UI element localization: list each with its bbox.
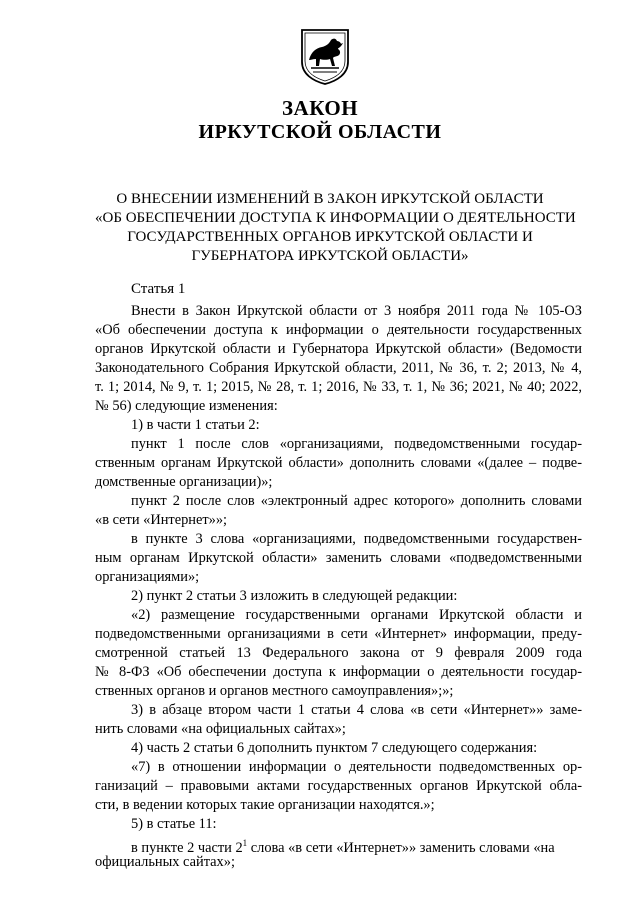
body-line-part: слова «в сети «Интернет»» заменить словами «на bbox=[247, 839, 555, 856]
body-line: «Об обеспечении доступа к информации о деятельности государственных bbox=[95, 322, 582, 338]
body-line: «2) размещение государственными органами Иркутской области и bbox=[131, 607, 582, 623]
body-line: 3) в абзаце втором части 1 статьи 4 слова «в сети «Интернет»» заме- bbox=[131, 702, 582, 718]
body-line: подведомственными организациями в сети «Интернет» информации, преду- bbox=[95, 626, 582, 642]
subject-line: ГОСУДАРСТВЕННЫХ ОРГАНОВ ИРКУТСКОЙ ОБЛАСТИ И bbox=[127, 229, 533, 245]
body-line: Внести в Закон Иркутской области от 3 ноября 2011 года № 105-ОЗ bbox=[131, 303, 582, 319]
body-line: в пункте 3 слова «организациями, подведомственными государствен- bbox=[131, 531, 582, 547]
body-line: пункт 2 после слов «электронный адрес которого» дополнить словами bbox=[131, 493, 582, 509]
body-line: официальных сайтах»; bbox=[95, 854, 235, 870]
body-line: 1) в части 1 статьи 2: bbox=[131, 417, 260, 433]
body-line: 2) пункт 2 статьи 3 изложить в следующей редакции: bbox=[131, 588, 458, 604]
body-line: пункт 1 после слов «организациями, подведомственными государ- bbox=[131, 436, 582, 452]
body-line: нить словами «на официальных сайтах»; bbox=[95, 721, 346, 737]
body-line: т. 1; 2014, № 9, т. 1; 2015, № 28, т. 1; 2016, № 33, т. 1, № 36; 2021, № 40; 2022, bbox=[95, 379, 582, 395]
body-line: организациями»; bbox=[95, 569, 200, 585]
subject-line: «ОБ ОБЕСПЕЧЕНИИ ДОСТУПА К ИНФОРМАЦИИ О ДЕЯТЕЛЬНОСТИ bbox=[95, 210, 576, 226]
body-line: 4) часть 2 статьи 6 дополнить пунктом 7 следующего содержания: bbox=[131, 740, 538, 756]
subject-line: ГУБЕРНАТОРА ИРКУТСКОЙ ОБЛАСТИ» bbox=[191, 248, 469, 264]
article-heading: Статья 1 bbox=[131, 281, 186, 297]
body-line: Законодательного Собрания Иркутской области, 2011, № 36, т. 2; 2013, № 4, bbox=[95, 360, 582, 376]
subject-line: О ВНЕСЕНИИ ИЗМЕНЕНИЙ В ЗАКОН ИРКУТСКОЙ ОБЛАСТИ bbox=[116, 191, 544, 207]
body-line: № 56) следующие изменения: bbox=[95, 398, 278, 414]
body-line: «в сети «Интернет»»; bbox=[95, 512, 228, 528]
irkutsk-coat-of-arms-icon bbox=[299, 28, 351, 86]
law-title: ЗАКОН bbox=[281, 96, 359, 120]
body-line: домственные организации)»; bbox=[95, 474, 273, 490]
body-line: ным органам Иркутской области» заменить словами «подведомственными bbox=[95, 550, 582, 566]
body-line bbox=[95, 834, 582, 856]
body-line: «7) в отношении информации о деятельности подведомственных ор- bbox=[131, 759, 582, 775]
superscript: 1 bbox=[242, 838, 248, 848]
body-line: 5) в статье 11: bbox=[131, 816, 217, 832]
body-line-part: в пункте 2 части 2 bbox=[131, 839, 243, 856]
body-line: ственным органам Иркутской области» дополнить словами «(далее – подве- bbox=[95, 455, 582, 471]
law-region: ИРКУТСКОЙ ОБЛАСТИ bbox=[198, 121, 442, 143]
body-line: № 8-ФЗ «Об обеспечении доступа к информации о деятельности государ- bbox=[95, 664, 582, 680]
body-line: ганизаций – правовыми актами государственных органов Иркутской обла- bbox=[95, 778, 582, 794]
article-body bbox=[95, 302, 582, 872]
body-line: органов Иркутской области и Губернатора Иркутской области» (Ведомости bbox=[95, 341, 582, 357]
body-line: ственных органов и органов местного самоуправления»;»; bbox=[95, 683, 454, 699]
law-subject bbox=[95, 190, 576, 266]
body-line: сти, в ведении которых такие организации находятся.»; bbox=[95, 797, 435, 813]
body-line: смотренной статьей 13 Федерального закона от 9 февраля 2009 года bbox=[95, 645, 582, 661]
